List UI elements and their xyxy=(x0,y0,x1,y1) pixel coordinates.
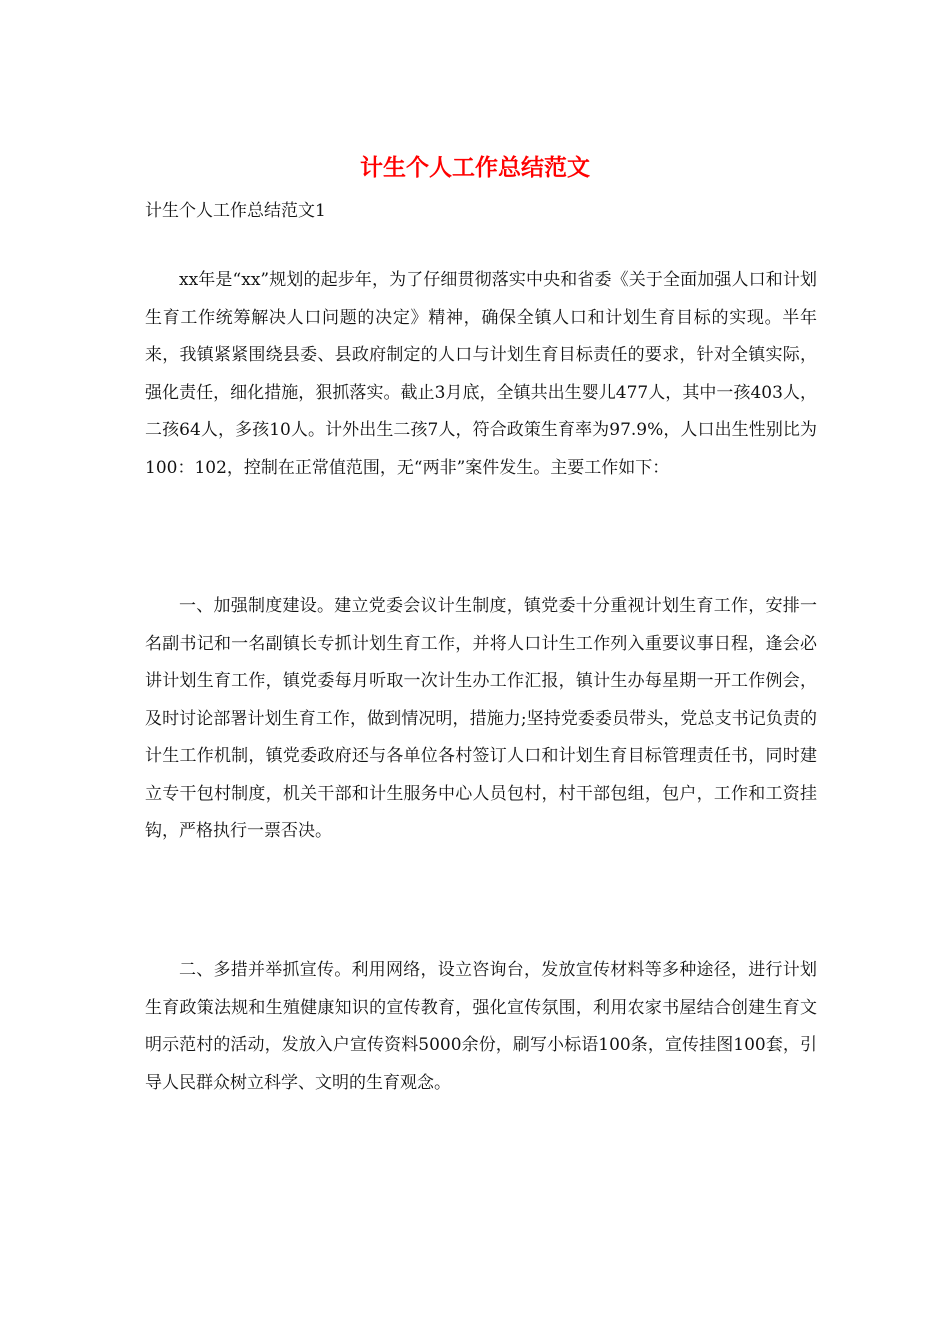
paragraph-system-building: 一、加强制度建设。建立党委会议计生制度，镇党委十分重视计划生育工作，安排一名副书记和一名副镇长专抓计划生育工作，并将人口计生工作列入重要议事日程，逢会必讲计划生育工作，镇党委每月听取一次计生办工作汇报，镇计生办每星期一开工作例会，及时讨论部署计划生育工作，做到情况明，措施力;坚持党委委员带头，党总支书记负责的计生工作机制，镇党委政府还与各单位各村签订人口和计划生育目标管理责任书，同时建立专干包村制度，机关干部和计生服务中心人员包村，村干部包组，包户，工作和工资挂钩，严格执行一票否决。 xyxy=(145,596,817,841)
paragraph-publicity: 二、多措并举抓宣传。利用网络，设立咨询台，发放宣传材料等多种途径，进行计划生育政策法规和生殖健康知识的宣传教育，强化宣传氛围，利用农家书屋结合创建生育文明示范村的活动，发放入户宣传资料5000余份，刷写小标语100条，宣传挂图100套，引导人民群众树立科学、文明的生育观念。 xyxy=(145,960,817,1093)
document-title: 计生个人工作总结范文 xyxy=(360,154,590,181)
paragraph-intro: xx年是“xx”规划的起步年，为了仔细贯彻落实中央和省委《关于全面加强人口和计划生育工作统筹解决人口问题的决定》精神，确保全镇人口和计划生育目标的实现。半年来，我镇紧紧围绕县委、县政府制定的人口与计划生育目标责任的要求，针对全镇实际，强化责任，细化措施，狠抓落实。截止3月底，全镇共出生婴儿477人，其中一孩403人，二孩64人，多孩10人。计外出生二孩7人，符合政策生育率为97.9%，人口出生性别比为100：102，控制在正常值范围，无“两非”案件发生。主要工作如下： xyxy=(145,270,817,478)
section-heading: 计生个人工作总结范文1 xyxy=(145,201,326,221)
